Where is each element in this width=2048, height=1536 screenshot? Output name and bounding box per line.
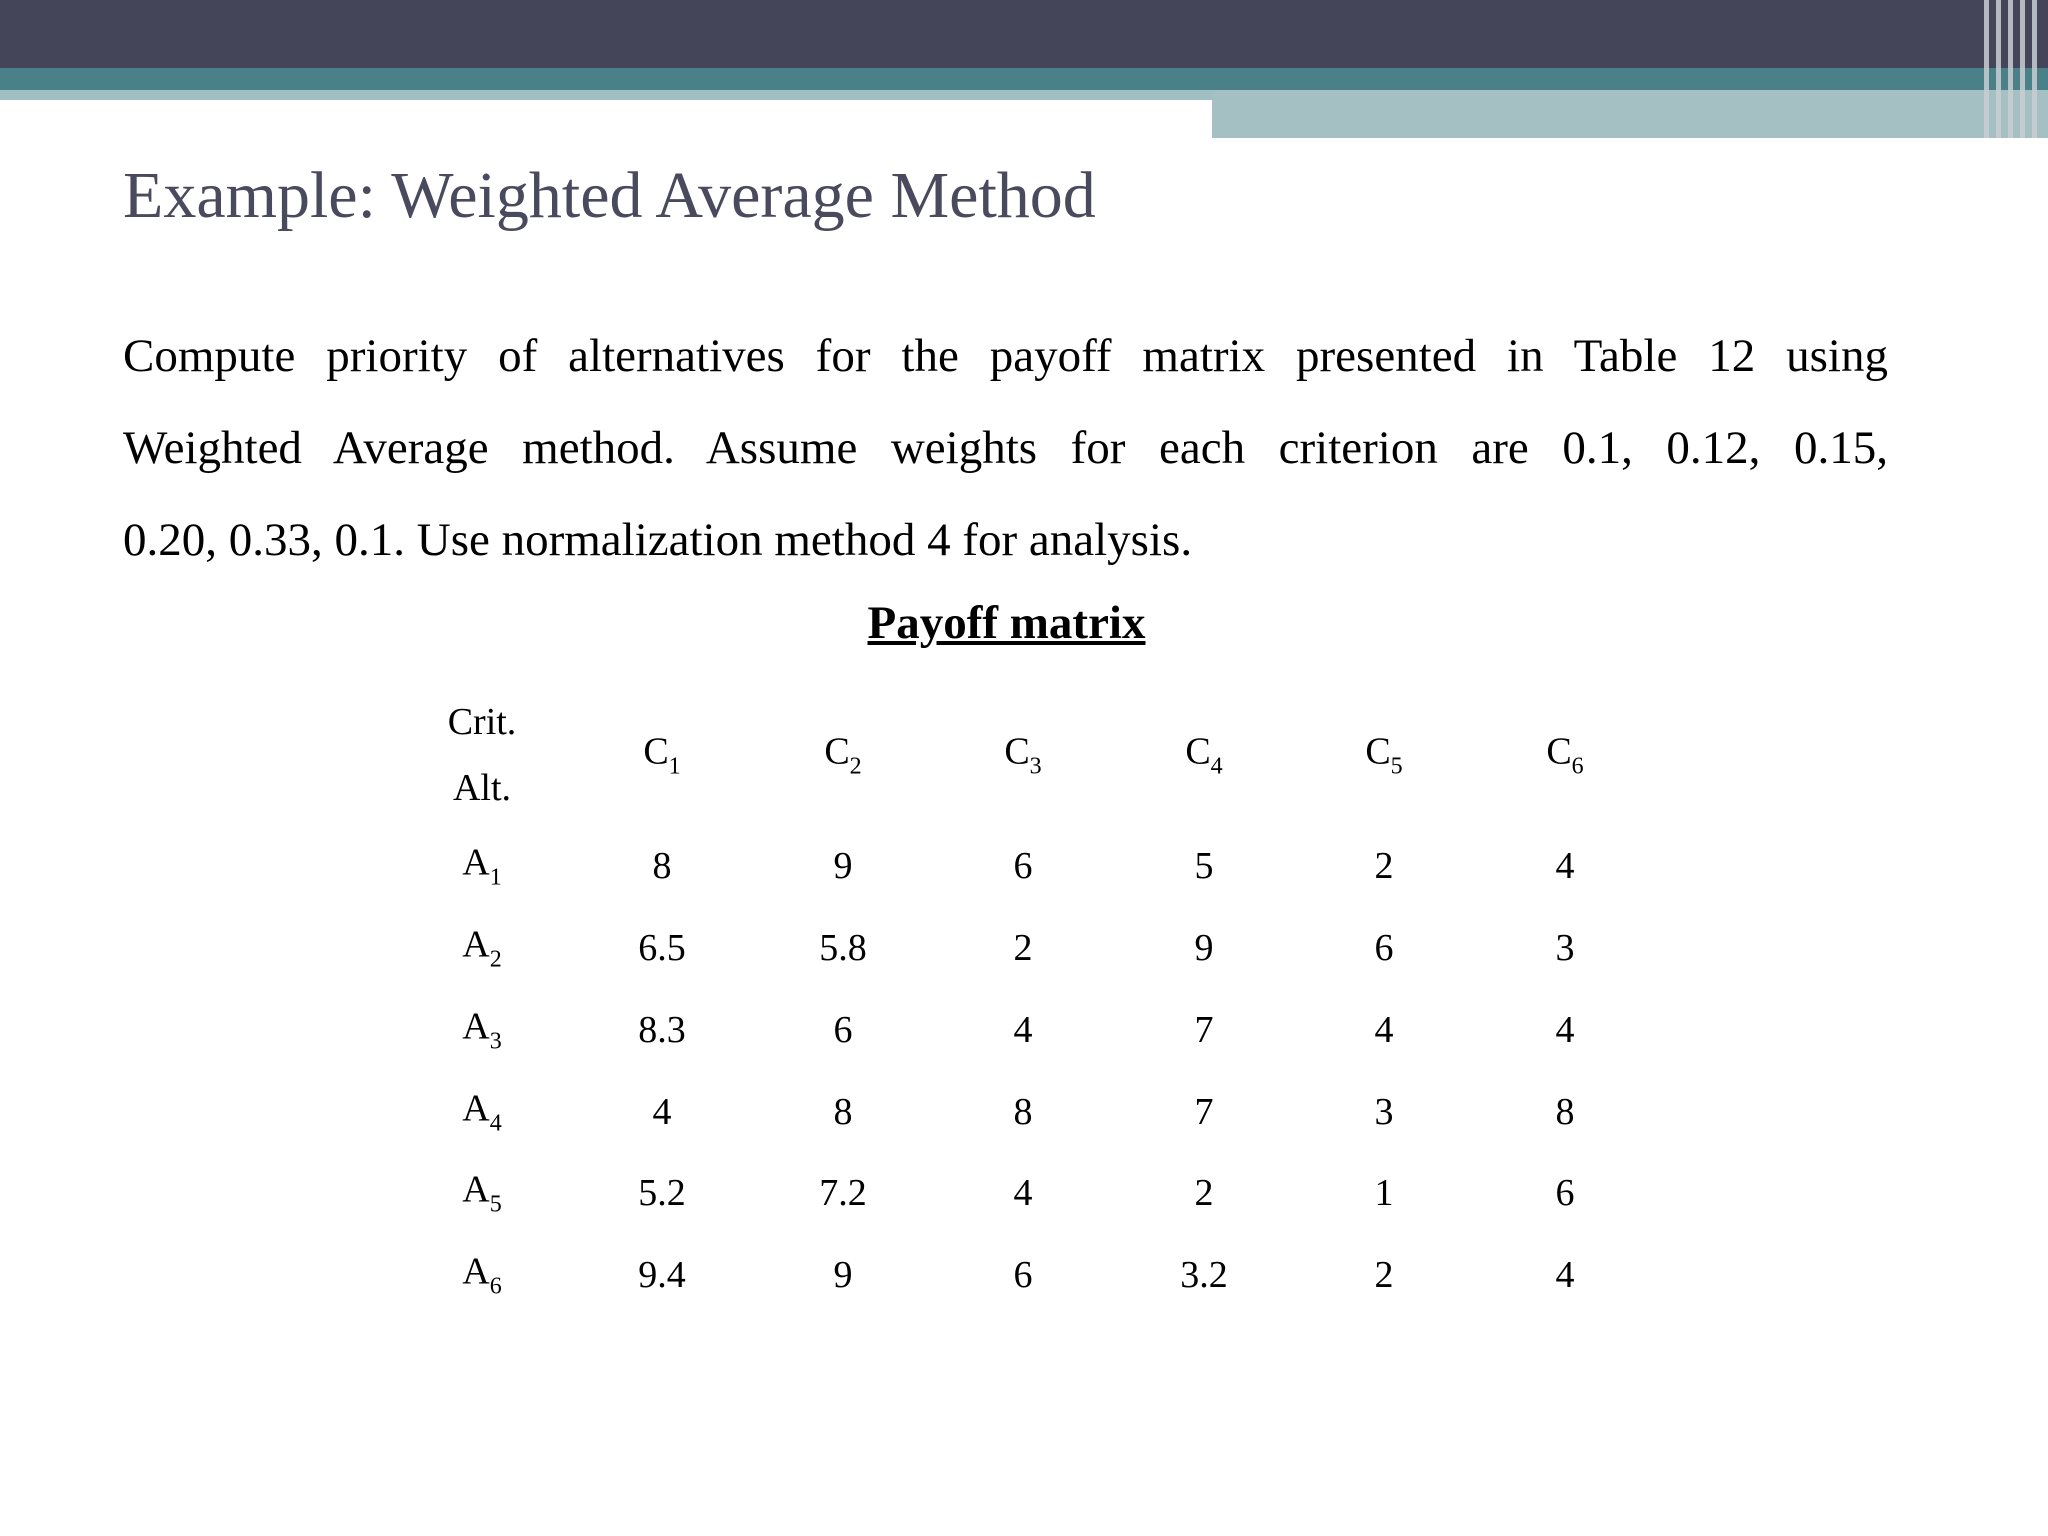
- matrix-cell: 7: [1194, 1009, 1214, 1051]
- matrix-cell: 9: [833, 1254, 853, 1296]
- corner-alternatives-label: Alt.: [452, 767, 512, 809]
- matrix-cell: 9.4: [638, 1254, 686, 1296]
- matrix-cell: 5.8: [819, 927, 867, 969]
- alternative-label: $A_5$: [462, 1168, 502, 1218]
- criterion-header: $C_3$: [1004, 730, 1042, 780]
- corner-criteria-label: Crit.: [447, 701, 517, 743]
- criterion-header: $C_4$: [1185, 730, 1223, 780]
- header-band-teal-light: [0, 90, 1212, 100]
- matrix-cell: 8.3: [638, 1009, 686, 1051]
- matrix-cell: 7.2: [819, 1172, 867, 1214]
- matrix-cell: 6: [1555, 1172, 1575, 1214]
- header-stripes: [1978, 0, 2048, 138]
- matrix-cell: 4: [1555, 1254, 1575, 1296]
- header-band-teal: [0, 68, 2048, 90]
- problem-line: 0.20, 0.33, 0.1. Use normalization method 4 for analysis.: [123, 514, 1193, 566]
- matrix-cell: 3: [1374, 1091, 1394, 1133]
- matrix-cell: 8: [1013, 1091, 1033, 1133]
- header-band-right-light: [1212, 90, 2048, 138]
- matrix-cell: 6: [1374, 927, 1394, 969]
- problem-line: Compute priority of alternatives for the payoff matrix presented in Table 12 using: [123, 330, 1888, 382]
- matrix-cell: 2: [1374, 1254, 1394, 1296]
- matrix-cell: 3: [1555, 927, 1575, 969]
- matrix-caption: Payoff matrix: [867, 597, 1146, 649]
- problem-line: Weighted Average method. Assume weights for each criterion are 0.1, 0.12, 0.15,: [123, 422, 1888, 474]
- matrix-cell: 5.2: [638, 1172, 686, 1214]
- matrix-cell: 2: [1374, 845, 1394, 887]
- criterion-header: $C_2$: [824, 730, 862, 780]
- criterion-header: $C_5$: [1365, 730, 1403, 780]
- matrix-cell: 8: [652, 845, 672, 887]
- matrix-cell: 4: [1555, 1009, 1575, 1051]
- matrix-cell: 8: [1555, 1091, 1575, 1133]
- matrix-cell: 9: [833, 845, 853, 887]
- header-band-dark: [0, 0, 2048, 68]
- matrix-cell: 2: [1013, 927, 1033, 969]
- alternative-label: $A_3$: [462, 1005, 502, 1055]
- matrix-cell: 1: [1374, 1172, 1394, 1214]
- matrix-cell: 8: [833, 1091, 853, 1133]
- criterion-header: $C_6$: [1546, 730, 1584, 780]
- matrix-cell: 6.5: [638, 927, 686, 969]
- alternative-label: $A_4$: [462, 1087, 502, 1137]
- matrix-cell: 9: [1194, 927, 1214, 969]
- matrix-cell: 2: [1194, 1172, 1214, 1214]
- matrix-cell: 5: [1194, 845, 1214, 887]
- alternative-label: $A_6$: [462, 1250, 502, 1300]
- slide-title: Example: Weighted Average Method: [123, 159, 1096, 232]
- matrix-cell: 4: [1374, 1009, 1394, 1051]
- alternative-label: $A_2$: [462, 923, 502, 973]
- matrix-cell: 7: [1194, 1091, 1214, 1133]
- criterion-header: $C_1$: [643, 730, 681, 780]
- matrix-cell: 6: [833, 1009, 853, 1051]
- matrix-cell: 6: [1013, 845, 1033, 887]
- matrix-cell: 4: [1555, 845, 1575, 887]
- matrix-cell: 4: [1013, 1172, 1033, 1214]
- matrix-cell: 3.2: [1180, 1254, 1228, 1296]
- matrix-cell: 6: [1013, 1254, 1033, 1296]
- matrix-cell: 4: [1013, 1009, 1033, 1051]
- alternative-label: $A_1$: [462, 841, 502, 891]
- problem-statement: [123, 310, 1888, 586]
- matrix-cell: 4: [652, 1091, 672, 1133]
